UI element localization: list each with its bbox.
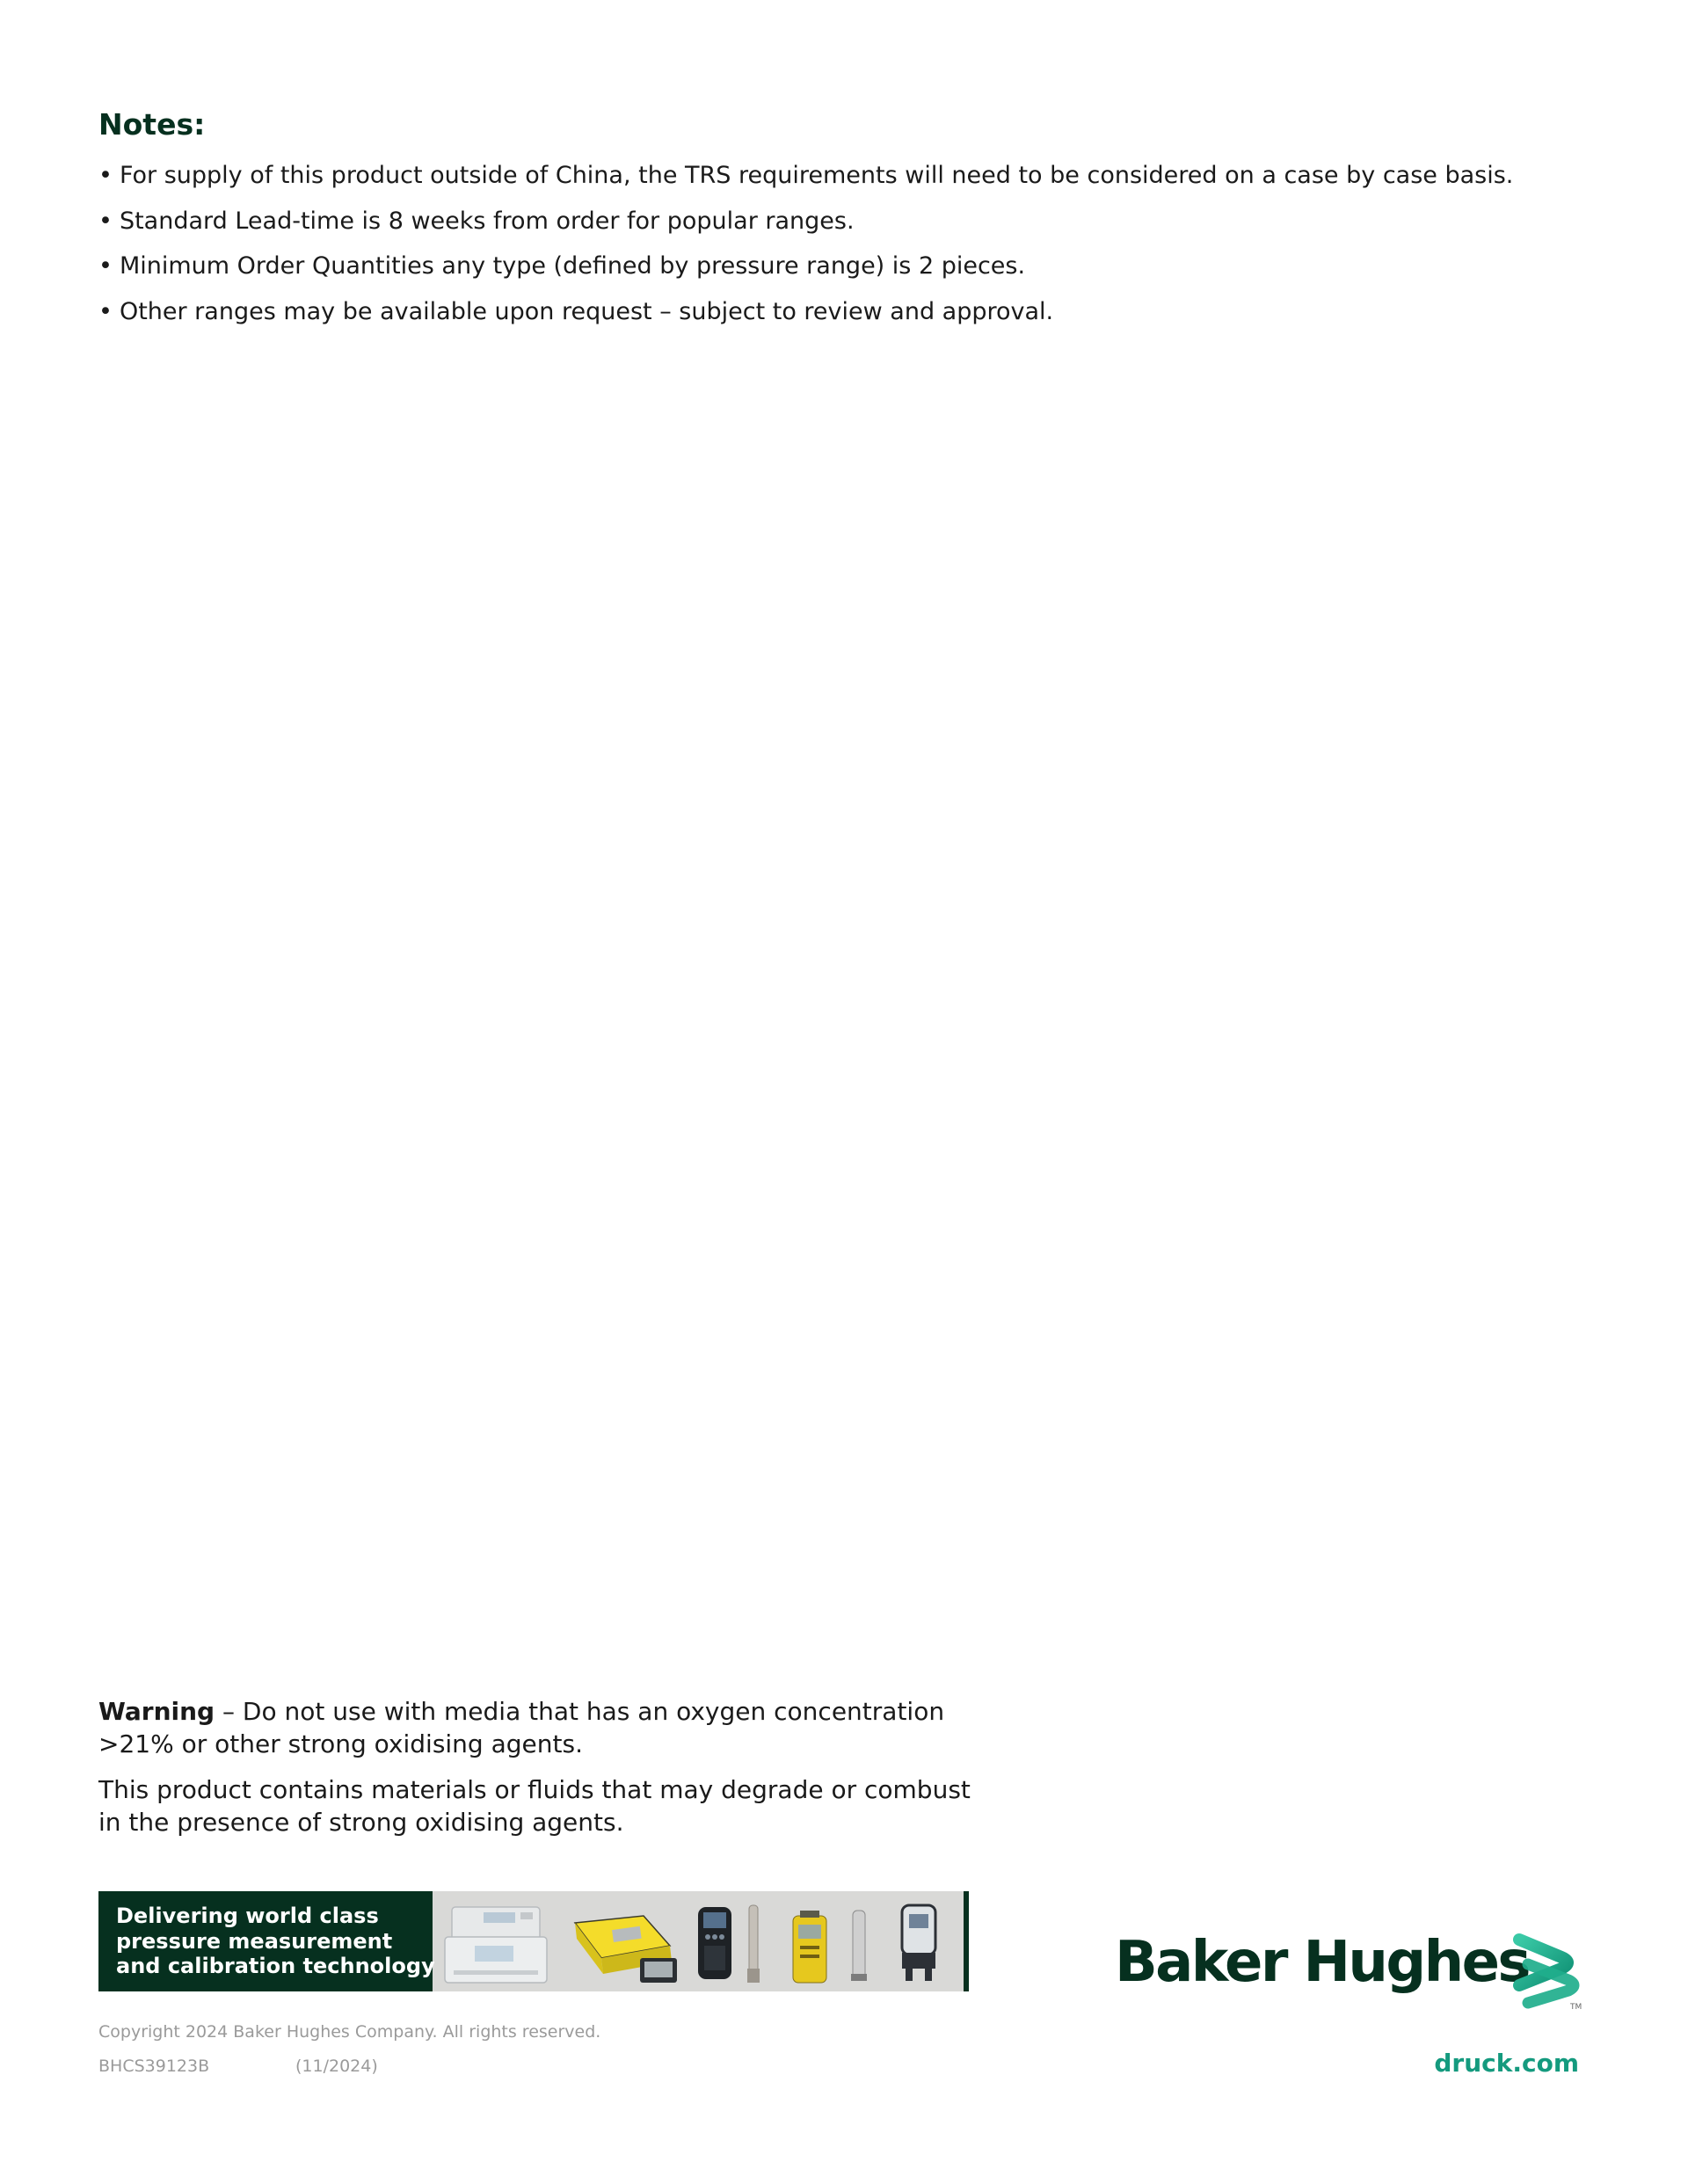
pressure-sensor-image bbox=[851, 1911, 867, 1981]
notes-item-text: Minimum Order Quantities any type (defined by pressure range) is 2 pieces. bbox=[119, 252, 1026, 280]
notes-item-text: Other ranges may be available upon request – subject to review and approval. bbox=[119, 297, 1054, 325]
notes-section bbox=[98, 104, 1611, 341]
warning-text: – Do not use with media that has an oxygen concentration >21% or other strong oxidising agents. bbox=[98, 1697, 945, 1758]
handheld-calibrator-image bbox=[698, 1907, 731, 1979]
banner-line: pressure measurement bbox=[116, 1928, 393, 1954]
bullet-icon: • bbox=[98, 207, 113, 235]
notes-list bbox=[98, 160, 1611, 328]
bullet-icon: • bbox=[98, 162, 113, 189]
notes-item bbox=[98, 251, 1611, 282]
logo-wordmark: Baker Hughes bbox=[1115, 1930, 1529, 1995]
product-lineup-image bbox=[433, 1891, 964, 1991]
notes-item-text: For supply of this product outside of China, the TRS requirements will need to be considered on a case by case basis. bbox=[119, 162, 1514, 189]
logo-mark-icon bbox=[1502, 1929, 1588, 2010]
notes-item-text: Standard Lead-time is 8 weeks from order for popular ranges. bbox=[119, 207, 855, 235]
bullet-icon: • bbox=[98, 252, 113, 280]
product-banner bbox=[98, 1891, 969, 1991]
warning-label: Warning bbox=[98, 1697, 215, 1726]
banner-line: and calibration technology bbox=[116, 1954, 435, 1978]
bench-calibrator-image bbox=[445, 1907, 547, 1983]
bullet-icon: • bbox=[98, 297, 113, 325]
warning-detail: This product contains materials or fluids that may degrade or combust in the presence of strong oxidising agents. bbox=[98, 1775, 971, 1837]
document-code: BHCS39123B bbox=[98, 2057, 210, 2076]
notes-item bbox=[98, 206, 1611, 237]
yellow-handheld-meter-image bbox=[793, 1911, 826, 1983]
test-station-image bbox=[902, 1905, 935, 1981]
banner-edge-bar bbox=[964, 1891, 969, 1991]
notes-item bbox=[98, 296, 1611, 328]
copyright-text: Copyright 2024 Baker Hughes Company. All rights reserved. bbox=[98, 2022, 601, 2042]
notes-heading: Notes: bbox=[98, 107, 206, 142]
baker-hughes-logo bbox=[1115, 1929, 1588, 2010]
notes-item bbox=[98, 160, 1611, 192]
banner-tagline bbox=[98, 1891, 433, 1991]
handheld-display-image bbox=[640, 1958, 677, 1983]
warning-section bbox=[98, 1695, 986, 1852]
trademark-symbol: TM bbox=[1570, 2003, 1582, 2010]
pressure-probe-image bbox=[747, 1905, 760, 1983]
warning-statement bbox=[98, 1695, 986, 1760]
banner-line: Delivering world class bbox=[116, 1904, 379, 1928]
document-date: (11/2024) bbox=[295, 2057, 378, 2076]
website-link[interactable]: druck.com bbox=[1434, 2049, 1579, 2078]
